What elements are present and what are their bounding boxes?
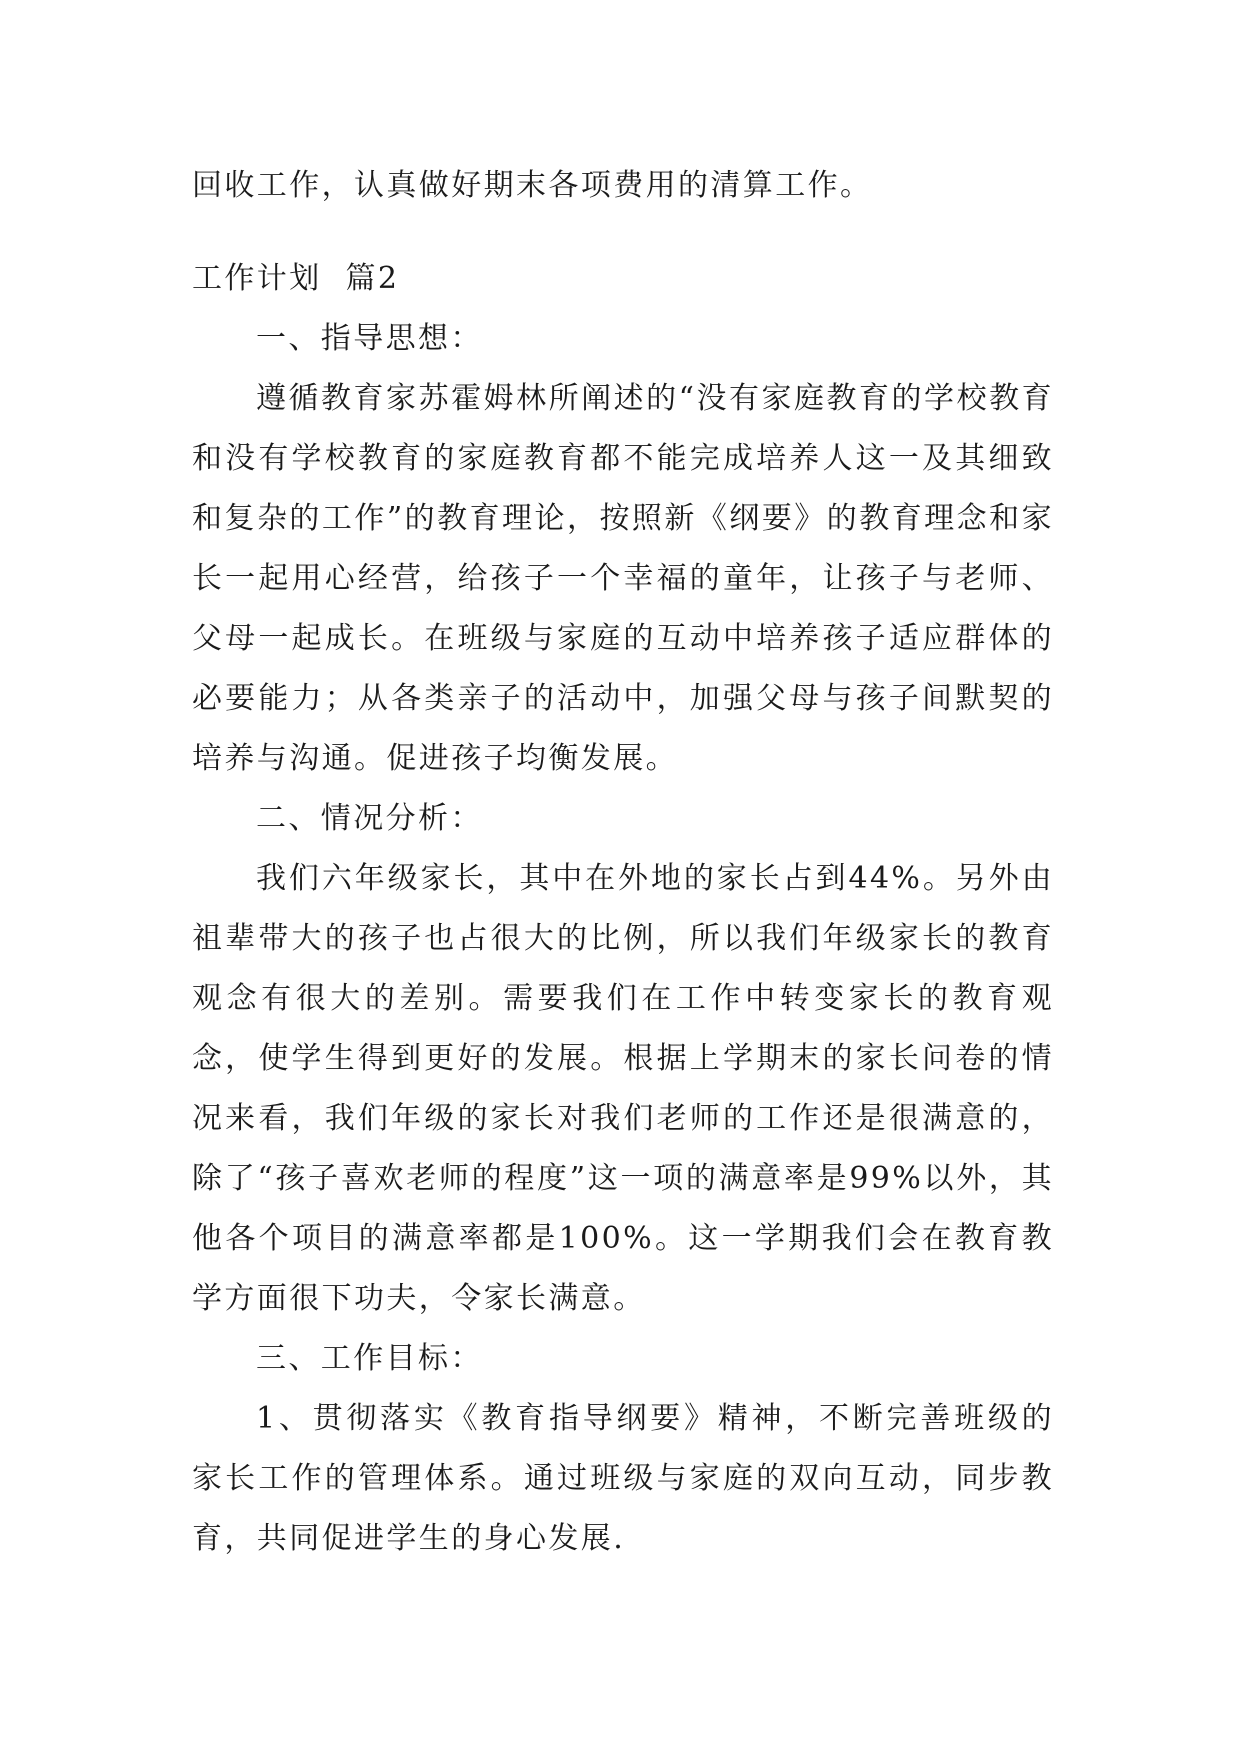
heading-situation-analysis: 二、情况分析： (256, 801, 483, 836)
document-body (192, 156, 1054, 1569)
section-title: 工作计划 篇2 (192, 261, 400, 296)
heading-guiding-thought: 一、指导思想： (256, 321, 483, 356)
paragraph-work-goals: 1、贯彻落实《教育指导纲要》精神，不断完善班级的家长工作的管理体系。通过班级与家庭的双向互动，同步教育，共同促进学生的身心发展. (192, 1401, 1054, 1556)
continuation-paragraph: 回收工作，认真做好期末各项费用的清算工作。 (192, 168, 873, 203)
paragraph-guiding-thought: 遵循教育家苏霍姆林所阐述的“没有家庭教育的学校教育和没有学校教育的家庭教育都不能完成培养人这一及其细致和复杂的工作”的教育理论，按照新《纲要》的教育理念和家长一起用心经营，给孩子一个幸福的童年，让孩子与老师、父母一起成长。在班级与家庭的互动中培养孩子适应群体的必要能力；从各类亲子的活动中，加强父母与孩子间默契的培养与沟通。促进孩子均衡发展。 (192, 381, 1054, 776)
paragraph-situation-analysis: 我们六年级家长，其中在外地的家长占到44%。另外由祖辈带大的孩子也占很大的比例，所以我们年级家长的教育观念有很大的差别。需要我们在工作中转变家长的教育观念，使学生得到更好的发展。根据上学期末的家长问卷的情况来看，我们年级的家长对我们老师的工作还是很满意的，除了“孩子喜欢老师的程度”这一项的满意率是99%以外，其他各个项目的满意率都是100%。这一学期我们会在教育教学方面很下功夫，令家长满意。 (192, 861, 1054, 1316)
heading-work-goals: 三、工作目标： (256, 1341, 483, 1376)
